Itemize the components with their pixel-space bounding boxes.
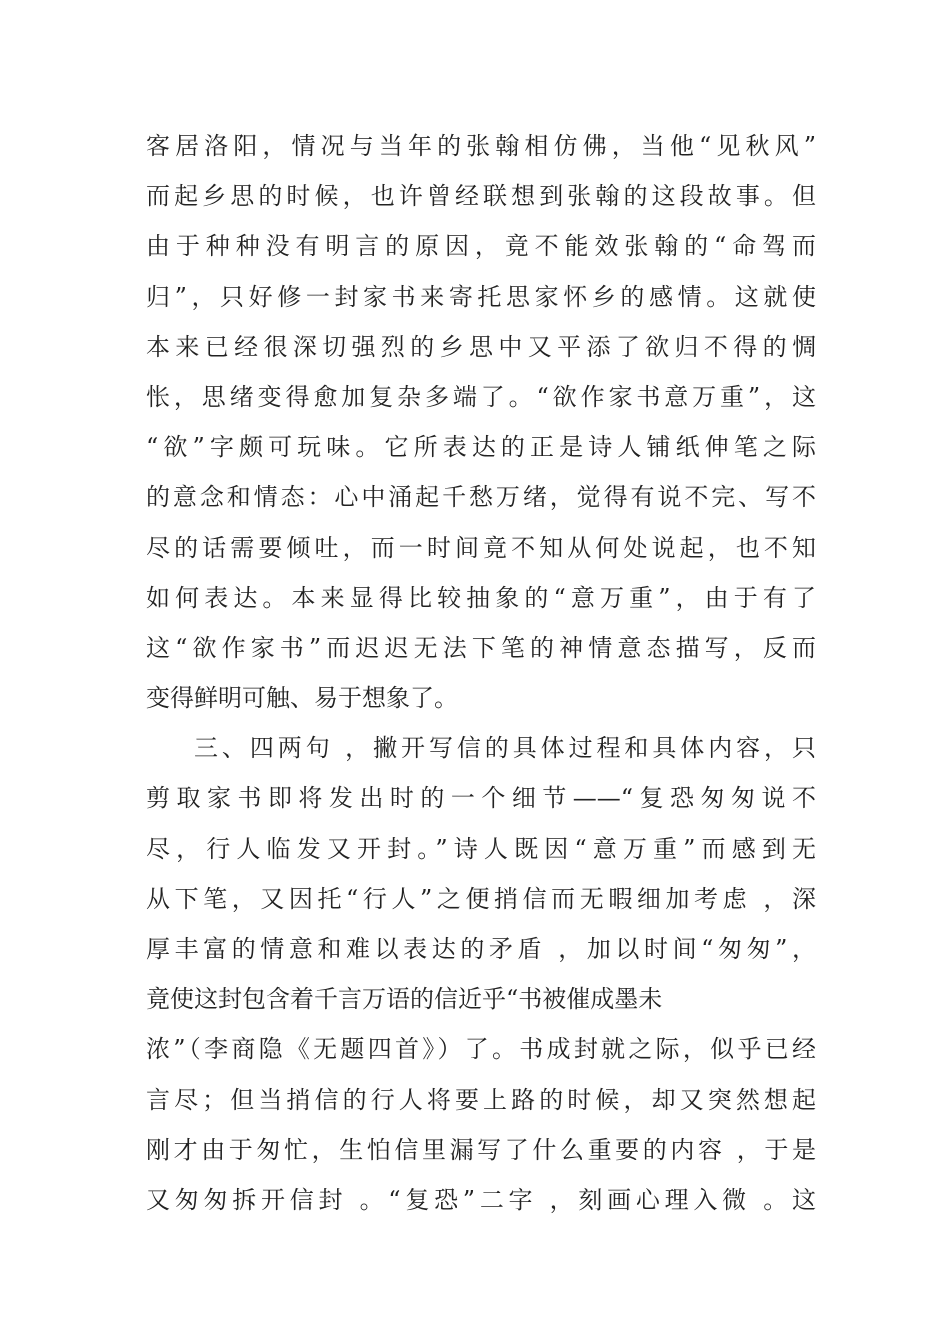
paragraph-2 — [146, 723, 816, 1225]
text-line: 言尽；但当捎信的行人将要上路的时候，却又突然想起 — [146, 1085, 816, 1114]
body-text — [146, 121, 816, 1225]
text-line: 而起乡思的时候，也许曾经联想到张翰的这段故事。但 — [146, 182, 816, 211]
text-line: 本来已经很深切强烈的乡思中又平添了欲归不得的惆 — [146, 332, 816, 361]
text-line: 的意念和情态：心中涌起千愁万绪，觉得有说不完、写不 — [146, 483, 816, 512]
text-line: 由于种种没有明言的原因，竟不能效张翰的“命驾而 — [146, 232, 816, 261]
text-line: 从下笔，又因托“行人”之便捎信而无暇细加考虑 ，深 — [146, 884, 816, 913]
text-line: 客居洛阳，情况与当年的张翰相仿佛，当他“见秋风” — [146, 132, 816, 160]
text-line: 竟使这封包含着千言万语的信近乎“书被催成墨未 — [146, 985, 663, 1014]
text-line: 刚才由于匆忙，生怕信里漏写了什么重要的内容 ，于是 — [146, 1135, 816, 1164]
text-line: 又匆匆拆开信封 。“复恐”二字 ，刻画心理入微 。这 — [146, 1185, 816, 1214]
text-line: 这“欲作家书”而迟迟无法下笔的神情意态描写，反而 — [146, 633, 816, 662]
text-line: 变得鲜明可触、易于想象了。 — [146, 684, 458, 713]
text-line: 剪取家书即将发出时的一个细节——“复恐匆匆说不 — [146, 784, 816, 813]
text-line: 尽的话需要倾吐，而一时间竟不知从何处说起，也不知 — [146, 533, 816, 562]
text-line: 归”，只好修一封家书来寄托思家怀乡的感情。这就使 — [146, 282, 816, 311]
text-line: “欲”字颇可玩味。它所表达的正是诗人铺纸伸笔之际 — [146, 433, 816, 462]
paragraph-1 — [146, 121, 816, 723]
text-line: 怅，思绪变得愈加复杂多端了。“欲作家书意万重”，这 — [146, 382, 816, 411]
text-line: 三、四两句 ，撇开写信的具体过程和具体内容，只 — [194, 734, 816, 763]
text-line: 如何表达。本来显得比较抽象的“意万重”，由于有了 — [146, 583, 816, 612]
text-line: 尽，行人临发又开封。”诗人既因“意万重”而感到无 — [146, 834, 816, 863]
text-line: 厚丰富的情意和难以表达的矛盾 ，加以时间“匆匆”， — [146, 935, 816, 963]
text-line: 浓”（李商隐《无题四首》）了。书成封就之际，似乎已经 — [146, 1035, 816, 1064]
